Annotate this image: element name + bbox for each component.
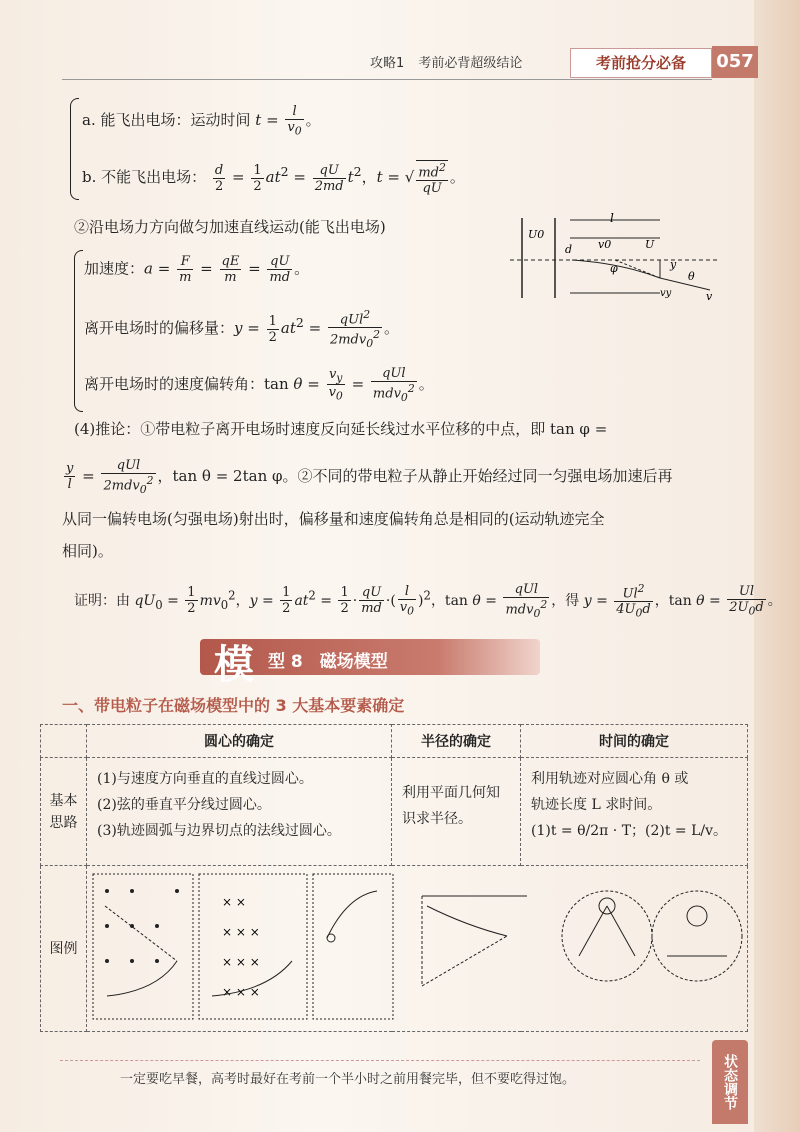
figures-cell bbox=[87, 866, 748, 1032]
label-phi: φ bbox=[610, 262, 618, 275]
line-b: b. 不能飞出电场： $\frac{d}{2}$ = $\frac{1}{2}$ $at^2$ = $\frac{qU}{2md}$ $t^2$，t = √ $\frac{md^2}{qU}$ 。 bbox=[82, 161, 465, 197]
angle-label: 离开电场时的速度偏转角： bbox=[84, 374, 265, 393]
time-line: 轨迹长度 L 求时间。 bbox=[531, 797, 662, 813]
elements-table bbox=[40, 724, 748, 1032]
line-angle: 离开电场时的速度偏转角：tan θ = $\frac{v_y}{v_0}$ = $\frac{\text{qUl}}{mdv_0^2}$ 。 bbox=[84, 366, 434, 404]
section-title: 一、带电粒子在磁场模型中的 3 大基本要素确定 bbox=[62, 696, 405, 715]
svg-text:× ×: × × bbox=[222, 895, 246, 909]
label-theta: θ bbox=[688, 270, 695, 283]
label-l: l bbox=[610, 211, 614, 225]
line-a-label: a. 能飞出电场：运动时间 bbox=[82, 110, 251, 129]
svg-text:× × ×: × × × bbox=[222, 925, 260, 939]
line-2-title: ②沿电场力方向做匀加速直线运动(能飞出电场) bbox=[74, 218, 386, 236]
proof-line: 证明：由 $qU_0$ = $\frac{1}{2}$ $mv_0^2$，y = $\frac{1}{2}$ $at^2$ = $\frac{1}{2}$ · $\frac{qU}{md}$ ·( $\frac{l}{v_0}$ )$^2$，tan θ = $\frac{\text{qUl}}{mdv_0^2}$ ，得 y = $\frac{Ul^2}{4U_0d}$ ，tan θ = $\frac{Ul}{2U_0d}$ 。 bbox=[74, 582, 782, 620]
svg-text:× × ×: × × × bbox=[222, 955, 260, 969]
line-accel: 加速度：a = $\frac{F}{m}$ = $\frac{qE}{m}$ = $\frac{qU}{md}$ 。 bbox=[84, 254, 310, 285]
col-header-time: 时间的确定 bbox=[521, 725, 748, 758]
label-U0: U0 bbox=[528, 228, 545, 241]
time-line: 利用轨迹对应圆心角 θ 或 bbox=[531, 771, 689, 787]
header-title: 考前必背超级结论 bbox=[418, 56, 523, 71]
brace bbox=[70, 98, 79, 200]
header-guide: 攻略1 bbox=[370, 56, 405, 71]
row-head-figures: 图例 bbox=[41, 866, 87, 1032]
figure-strip-field bbox=[422, 896, 527, 986]
figure-boundary-field bbox=[313, 874, 393, 1019]
infer-line-1: (4)推论：①带电粒子离开电场时速度反向延长线过水平位移的中点，即 tan φ = bbox=[74, 420, 608, 438]
col-header-radius: 半径的确定 bbox=[392, 725, 521, 758]
figure-dots-field bbox=[93, 874, 193, 1019]
center-item: (1)与速度方向垂直的直线过圆心。 bbox=[97, 771, 313, 787]
page-edge-strip bbox=[754, 0, 800, 1132]
radius-cell bbox=[392, 758, 521, 866]
banner-label: 型 8 磁场模型 bbox=[268, 652, 388, 672]
brace bbox=[74, 250, 83, 412]
label-v0: v0 bbox=[598, 238, 612, 251]
deflection-diagram bbox=[510, 208, 730, 308]
figure-circle-1 bbox=[562, 891, 652, 981]
footer-rule bbox=[60, 1060, 700, 1062]
figure-cross-field bbox=[199, 874, 307, 1019]
time-cell bbox=[521, 758, 748, 866]
proof-get: 得 bbox=[565, 592, 580, 609]
line-b-label: b. 不能飞出电场： bbox=[82, 168, 207, 187]
infer-line-3: 从同一偏转电场(匀强电场)射出时，偏移量和速度偏转角总是相同的(运动轨迹完全 bbox=[62, 510, 605, 528]
row-head-line: 基本 bbox=[49, 792, 78, 809]
time-formula: (1)t = θ/2π · T；(2)t = L/v。 bbox=[531, 823, 728, 839]
center-cell bbox=[87, 758, 392, 866]
footer-text: 一定要吃早餐，高考时最好在考前一个半小时之前用餐完毕，但不要吃得过饱。 bbox=[120, 1072, 576, 1087]
line-offset: 离开电场时的偏移量：y = $\frac{1}{2}$ $at^2$ = $\frac{qUl^2}{2mdv_0^2}$ 。 bbox=[84, 308, 399, 351]
infer-line-2-text: ，tan θ = 2tan φ。②不同的带电粒子从静止开始经过同一匀强电场加速后再 bbox=[157, 466, 673, 485]
corner-cell bbox=[41, 725, 87, 758]
label-y: y bbox=[670, 258, 677, 271]
footer-tab: 状态调节 bbox=[712, 1040, 748, 1124]
svg-text:× × ×: × × × bbox=[222, 985, 260, 999]
page-number: 057 bbox=[712, 46, 758, 78]
label-U: U bbox=[645, 238, 655, 251]
label-vy: vy bbox=[660, 288, 672, 299]
label-d: d bbox=[565, 243, 573, 256]
offset-label: 离开电场时的偏移量： bbox=[84, 319, 235, 338]
radius-line: 识求半径。 bbox=[402, 811, 472, 827]
header-rule bbox=[62, 79, 712, 80]
radius-line: 利用平面几何知 bbox=[402, 785, 500, 801]
label-v: v bbox=[706, 290, 713, 303]
infer-line-2: $\frac{y}{l}$ = $\frac{\text{qUl}}{2mdv_0^2}$ ，tan θ = 2tan φ。②不同的带电粒子从静止开始经过同一匀强电场加速后再 bbox=[66, 458, 673, 496]
center-item: (3)轨迹圆弧与边界切点的法线过圆心。 bbox=[97, 823, 341, 839]
row-head-line: 思路 bbox=[49, 814, 78, 831]
col-header-center: 圆心的确定 bbox=[87, 725, 392, 758]
figure-circle-2 bbox=[652, 891, 742, 981]
running-header bbox=[370, 52, 522, 71]
center-item: (2)弦的垂直平分线过圆心。 bbox=[97, 797, 271, 813]
row-head-approach bbox=[41, 758, 87, 866]
infer-line-4: 相同)。 bbox=[62, 542, 113, 560]
proof-label: 证明：由 bbox=[74, 592, 130, 609]
line-a: a. 能飞出电场：运动时间 t = $\frac{l}{v_0}$ 。 bbox=[82, 104, 321, 138]
accel-label: 加速度： bbox=[84, 259, 145, 278]
header-box: 考前抢分必备 bbox=[570, 48, 712, 78]
banner-char: 模 bbox=[214, 641, 254, 688]
model-banner bbox=[200, 639, 540, 688]
figures-strip bbox=[87, 866, 747, 1026]
